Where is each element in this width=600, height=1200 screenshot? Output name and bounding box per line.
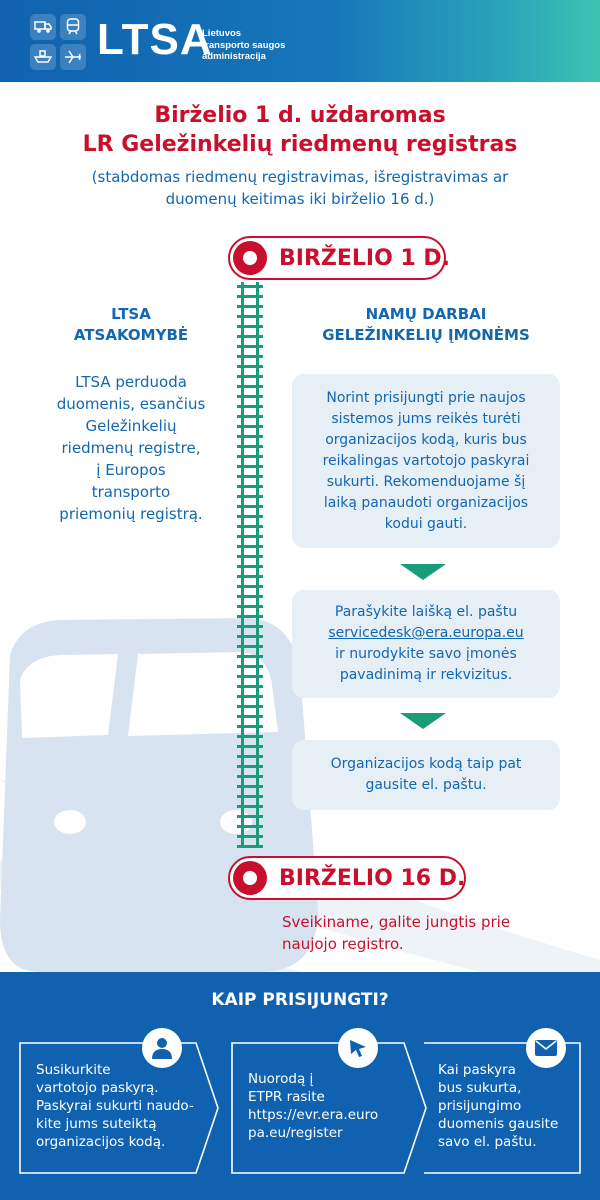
down-arrow-icon [400,713,446,729]
how-to-connect-title: KAIP PRISIJUNGTI? [211,990,389,1010]
ship-icon [30,44,56,70]
left-column-text: LTSA perduoda duomenis, esančius Geležinkelių riedmenų registre, į Europos transporto priemonių registrą. [56,373,206,523]
logo-subtitle: Lietuvos transporto saugos administracija [202,28,286,62]
email-link[interactable]: servicedesk@era.europa.eu [328,625,524,641]
date-start-label: BIRŽELIO 1 D. [279,245,451,271]
left-column-heading: LTSA ATSAKOMYBĖ [73,305,189,344]
step-1-text: Susikurkite vartotojo paskyrą. Paskyrai sukurti naudo- kite jums suteiktą organizacijos kodą. [36,1062,194,1150]
logo-wordmark: LTSA [97,15,213,64]
header-banner [0,0,600,82]
page-title-line2: LR Geležinkelių riedmenų registras [82,132,518,157]
info-box-code-by-email: Organizacijos kodą taip pat gausite el. paštu. [292,740,560,810]
right-column-heading: NAMŲ DARBAI GELEŽINKELIŲ ĮMONĖMS [322,305,530,344]
step-3-text: Kai paskyra bus sukurta, prisijungimo duomenis gausite savo el. paštu. [438,1062,559,1150]
logo-mark [30,14,86,70]
page-title-line1: Birželio 1 d. uždaromas [154,103,446,128]
date-end-label: BIRŽELIO 16 D. [279,865,466,891]
subtitle-line2: duomenų keitimas iki birželio 16 d.) [165,190,435,208]
truck-icon [30,14,56,40]
rail-track [234,282,266,848]
down-arrow-icon [400,564,446,580]
date-start-pill [228,236,451,280]
plane-icon [60,44,86,70]
info-box-email: Parašykite laišką el. paštu servicedesk@era.europa.eu ir nurodykite savo įmonės pavadinimą ir rekvizitus. [292,590,560,698]
greeting-text: Sveikiname, galite jungtis prie naujojo registro. [282,913,511,953]
subtitle-line1: (stabdomas riedmenų registravimas, išregistravimas ar [91,168,509,186]
train-icon [60,14,86,40]
cursor-icon [338,1028,378,1068]
date-end-pill [228,856,466,900]
info-box-org-code: Norint prisijungti prie naujos sistemos jums reikės turėti organizacijos kodą, kuris bus reikalingas vartotojo paskyrai sukurti. Rekomenduojame šį laiką panaudoti organizacijos kodui gauti. [292,374,560,548]
date-marker-icon [233,241,267,275]
date-marker-icon [233,861,267,895]
step-2-text: Nuorodą į ETPR rasite https://evr.era.euro pa.eu/register [248,1071,379,1141]
